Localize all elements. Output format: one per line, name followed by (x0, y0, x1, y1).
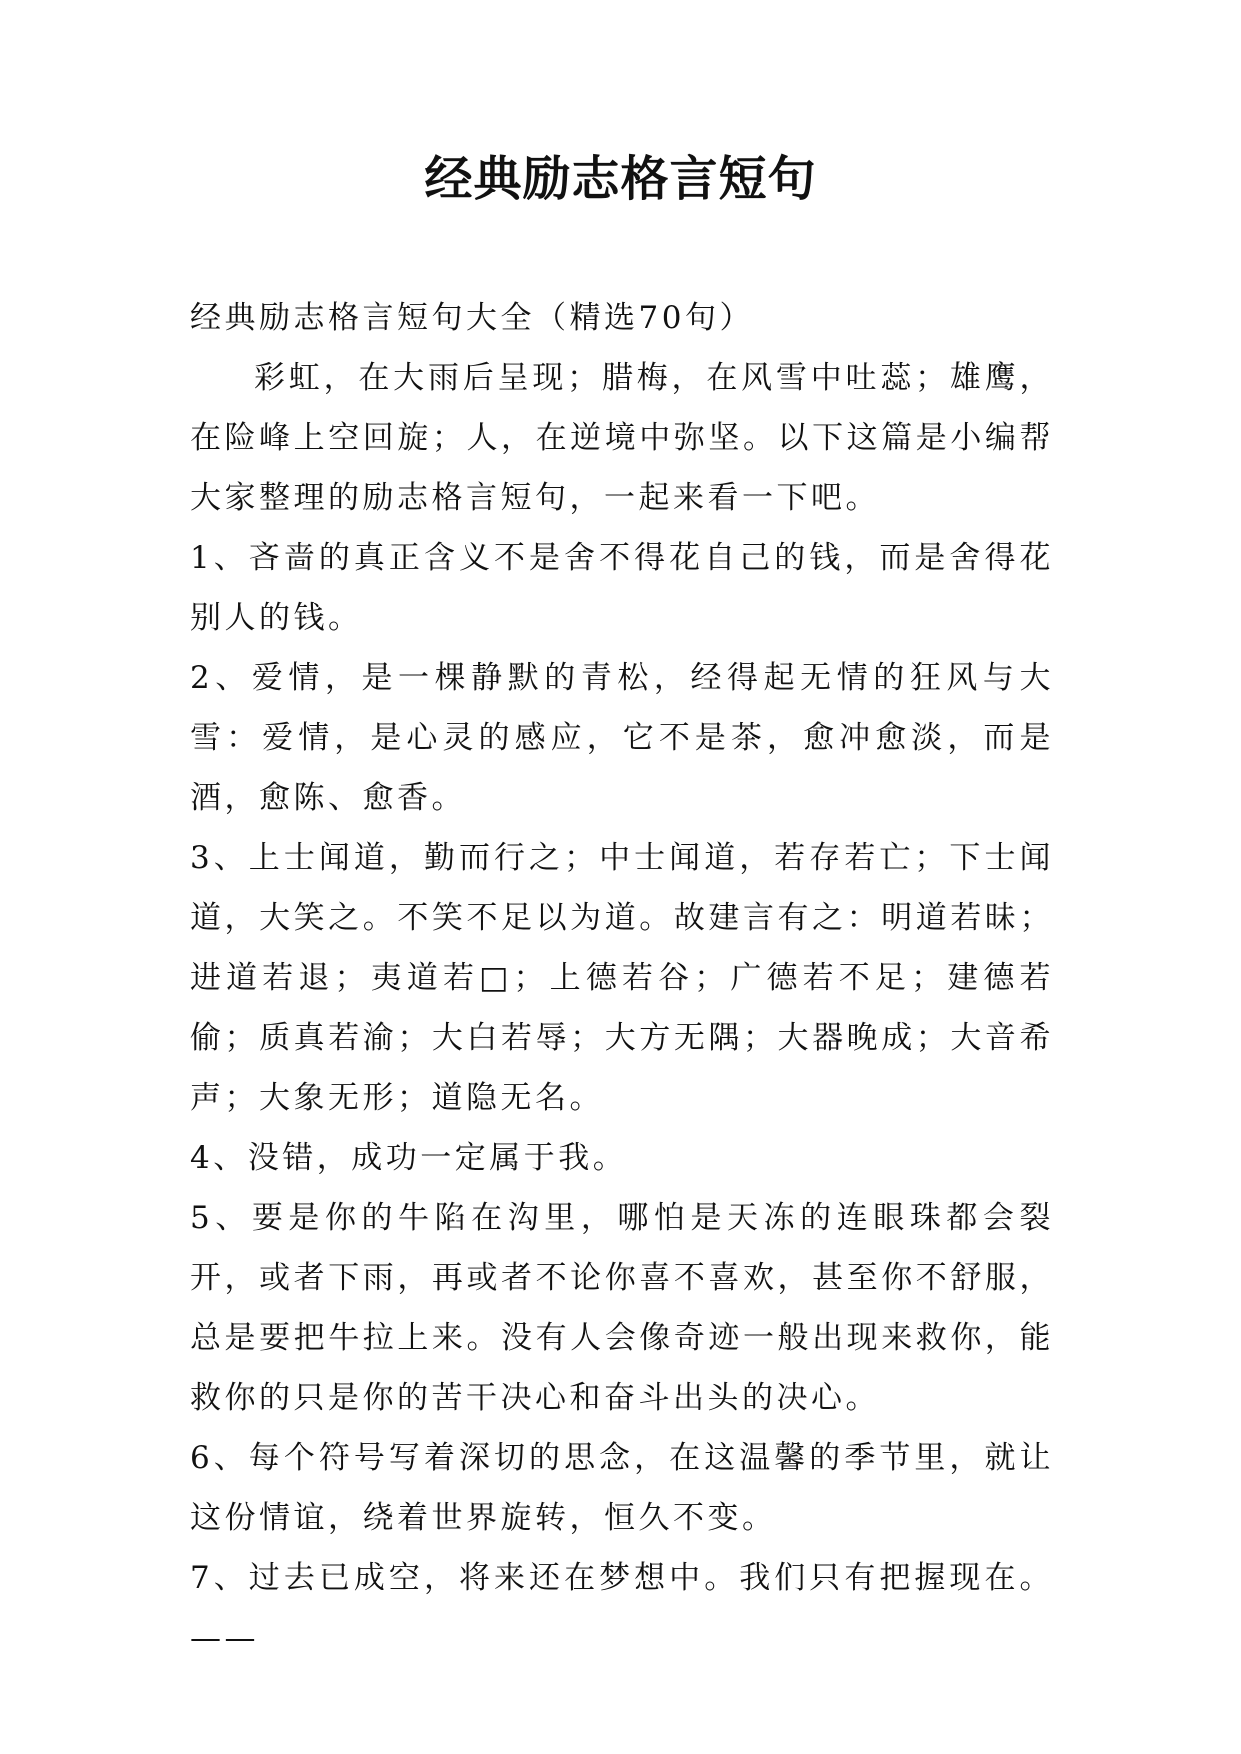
quote-item-2: 2、爱情，是一棵静默的青松，经得起无情的狂风与大雪：爱情，是心灵的感应，它不是茶，愈冲愈淡，而是酒，愈陈、愈香。 (190, 660, 1054, 816)
quote-item-1: 1、吝啬的真正含义不是舍不得花自己的钱，而是舍得花别人的钱。 (190, 540, 1054, 636)
document-body (190, 288, 1054, 1668)
quote-item-3: 3、上士闻道，勤而行之；中士闻道，若存若亡；下士闻道，大笑之。不笑不足以为道。故建言有之：明道若昧；进道若退；夷道若□；上德若谷；广德若不足；建德若偷；质真若渝；大白若辱；大方无隅；大器晚成；大音希声；大象无形；道隐无名。 (190, 840, 1054, 1116)
quote-item-6: 6、每个符号写着深切的思念，在这温馨的季节里，就让这份情谊，绕着世界旋转，恒久不变。 (190, 1440, 1054, 1536)
quote-item-4: 4、没错，成功一定属于我。 (190, 1140, 628, 1176)
subtitle: 经典励志格言短句大全（精选70句） (190, 300, 754, 336)
document-title: 经典励志格言短句 (424, 151, 817, 207)
quote-item-7: 7、过去已成空，将来还在梦想中。我们只有把握现在。—— (190, 1560, 1054, 1656)
intro-paragraph: 彩虹，在大雨后呈现；腊梅，在风雪中吐蕊；雄鹰，在险峰上空回旋；人，在逆境中弥坚。以下这篇是小编帮大家整理的励志格言短句，一起来看一下吧。 (190, 360, 1054, 516)
quote-item-5: 5、要是你的牛陷在沟里，哪怕是天冻的连眼珠都会裂开，或者下雨，再或者不论你喜不喜欢，甚至你不舒服，总是要把牛拉上来。没有人会像奇迹一般出现来救你，能救你的只是你的苦干决心和奋斗出头的决心。 (190, 1200, 1054, 1416)
